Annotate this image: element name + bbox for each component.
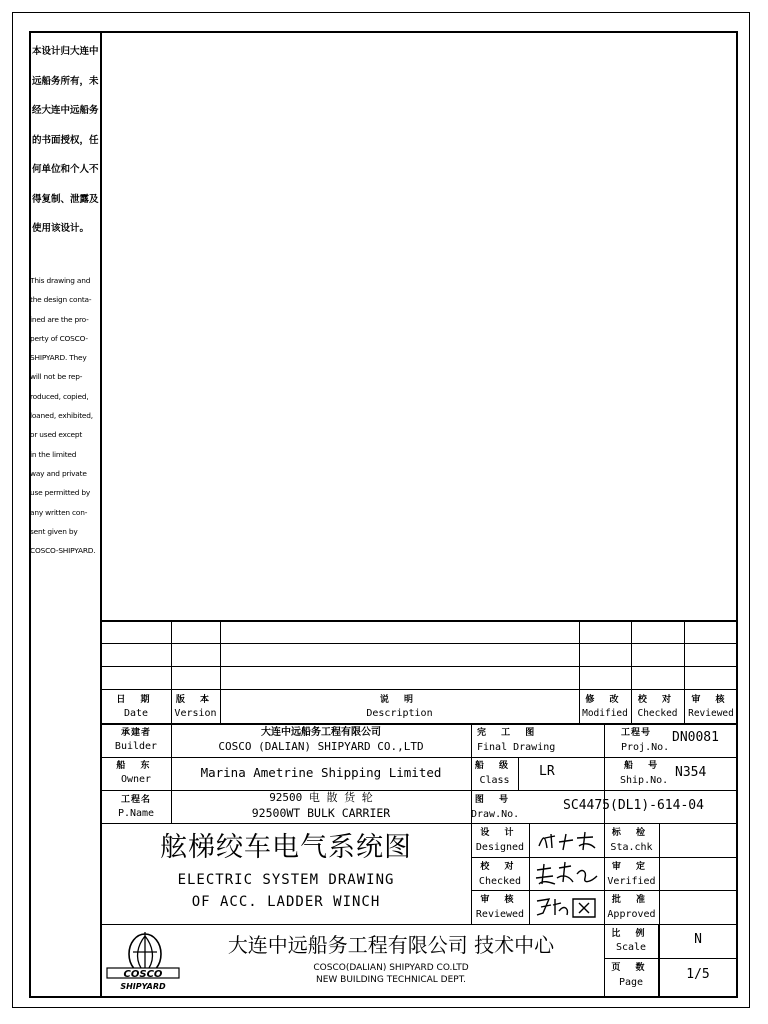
modified-label-cn: 修 改: [585, 695, 625, 705]
scale-label-en: Scale: [615, 942, 647, 953]
checked-label-cn: 校 对: [637, 695, 678, 705]
copyright-line: sent given by: [30, 526, 78, 536]
proj-no-label-en: Proj.No.: [621, 742, 670, 753]
copyright-line: use permitted by: [30, 488, 91, 498]
sig-col-line: [529, 823, 530, 924]
pname-bottom: [101, 823, 738, 824]
checked-sig-label-cn: 校 对: [480, 862, 520, 872]
copyright-line: perty of COSCO-: [30, 333, 88, 343]
final-drawing-label-en: Final Drawing: [477, 742, 556, 753]
proj-no-label-cn: 工程号: [621, 728, 652, 738]
copyright-line: the design conta-: [30, 295, 92, 305]
logo-sub: SHIPYARD: [120, 982, 166, 991]
checked-sig-label-en: Checked: [478, 876, 522, 887]
builder-label-cn: 承建者: [120, 728, 151, 738]
date-label-cn: 日 期: [116, 695, 156, 705]
drawing-title-en-2: OF ACC. LADDER WINCH: [191, 894, 381, 910]
ship-no-label-cn: 船 号: [624, 761, 664, 771]
copyright-line: COSCO-SHIPYARD.: [30, 546, 96, 556]
owner-bottom: [101, 790, 738, 791]
modified-label-en: Modified: [582, 708, 628, 719]
copyright-line: or used except: [30, 430, 83, 440]
scale-value: N: [694, 932, 702, 947]
description-label-en: Description: [366, 708, 433, 719]
reviewed-label-cn: 审 核: [691, 695, 731, 705]
builder-value-cn: 大连中远船务工程有限公司: [261, 727, 381, 738]
final-drawing-label-cn: 完 工 图: [477, 728, 541, 738]
draw-no-value: SC4475(DL1)-614-04: [563, 798, 704, 813]
owner-value: Marina Ametrine Shipping Limited: [200, 765, 442, 780]
reviewed-sig-label-cn: 审 核: [480, 895, 520, 905]
class-label-en: Class: [479, 775, 510, 786]
drawing-title-cn: 舷梯绞车电气系统图: [160, 832, 412, 863]
page-label-en: Page: [618, 977, 644, 988]
copyright-line: loaned, exhibited,: [30, 411, 93, 421]
reviewed-sig-label-en: Reviewed: [475, 909, 525, 920]
pname-value-en: 92500WT BULK CARRIER: [251, 806, 391, 820]
pname-label-cn: 工程名: [120, 795, 151, 805]
reviewer-signature: [533, 893, 601, 921]
ship-no-label-en: Ship.No.: [620, 775, 669, 786]
checked-label-en: Checked: [637, 708, 678, 719]
copyright-line: way and private: [30, 468, 87, 478]
draw-no-label-cn: 图 号: [474, 795, 515, 805]
checker-signature: [533, 860, 601, 888]
company-name-en-1: COSCO(DALIAN) SHIPYARD CO.LTD: [313, 963, 469, 973]
owner-label-en: Owner: [120, 774, 152, 785]
copyright-line: any written con-: [30, 507, 88, 517]
designed-label-en: Designed: [475, 842, 525, 853]
page-value: 1/5: [686, 967, 710, 982]
draw-no-label-en: Draw.No.: [471, 809, 520, 820]
copyright-line: This drawing and: [30, 276, 91, 285]
cosco-logo: [105, 928, 181, 992]
class-label-cn: 船 级: [474, 761, 515, 771]
rev-row-line: [101, 643, 738, 644]
version-label-cn: 版 本: [175, 695, 216, 705]
copyright-line: in the limited: [30, 449, 77, 459]
class-col-line: [518, 757, 519, 790]
copyright-line: will not be rep-: [30, 372, 83, 382]
approved-label-cn: 批 准: [611, 895, 652, 905]
title-block: [101, 620, 738, 998]
verified-label-cn: 审 定: [611, 862, 652, 872]
pname-label-en: P.Name: [117, 808, 155, 819]
rev-header-bottom: [101, 723, 738, 725]
copyright-line: roduced, copied,: [30, 391, 89, 401]
proj-no-value: DN0081: [672, 730, 719, 745]
scale-bottom: [604, 958, 738, 959]
builder-value-en: COSCO (DALIAN) SHIPYARD CO.,LTD: [218, 740, 424, 753]
verified-label-en: Verified: [607, 876, 656, 887]
copyright-line: SHIPYARD. They: [30, 353, 87, 363]
date-label-en: Date: [123, 708, 149, 719]
approved-label-en: Approved: [607, 909, 656, 920]
drawing-title-en-1: ELECTRIC SYSTEM DRAWING: [177, 872, 395, 888]
company-name-cn: 大连中远船务工程有限公司 技术中心: [227, 933, 555, 957]
class-value: LR: [539, 764, 555, 779]
version-label-en: Version: [174, 708, 217, 719]
scale-label-cn: 比 例: [611, 929, 651, 939]
designed-label-cn: 设 计: [480, 828, 520, 838]
tb-top-rule: [101, 620, 738, 622]
owner-label-cn: 船 东: [116, 761, 156, 771]
company-name-en-2: NEW BUILDING TECHNICAL DEPT.: [315, 975, 467, 985]
logo-text: COSCO: [123, 969, 163, 980]
pname-value-cn: 92500 电 散 货 轮: [269, 791, 373, 804]
copyright-line: ined are the pro-: [30, 314, 89, 324]
title-bottom: [101, 924, 738, 925]
sta-chk-label-en: Sta.chk: [610, 842, 653, 853]
sta-chk-label-cn: 标 检: [611, 828, 652, 838]
rev-row-line: [101, 666, 738, 667]
rev-row-line: [101, 689, 738, 690]
copyright-note-cn: 本设计归大连中远船务所有，未经大连中远船务的书面授权，任何单位和个人不得复制、泄露及使用该设计。: [32, 46, 99, 234]
builder-label-en: Builder: [114, 741, 158, 752]
builder-bottom: [101, 757, 738, 758]
description-label-cn: 说 明: [379, 695, 420, 705]
designer-signature: [533, 828, 601, 854]
ship-no-value: N354: [675, 765, 707, 780]
copyright-note-en: [30, 271, 101, 560]
page-label-cn: 页 数: [611, 963, 651, 973]
side-copyright-panel: [29, 31, 102, 998]
reviewed-label-en: Reviewed: [688, 708, 734, 719]
